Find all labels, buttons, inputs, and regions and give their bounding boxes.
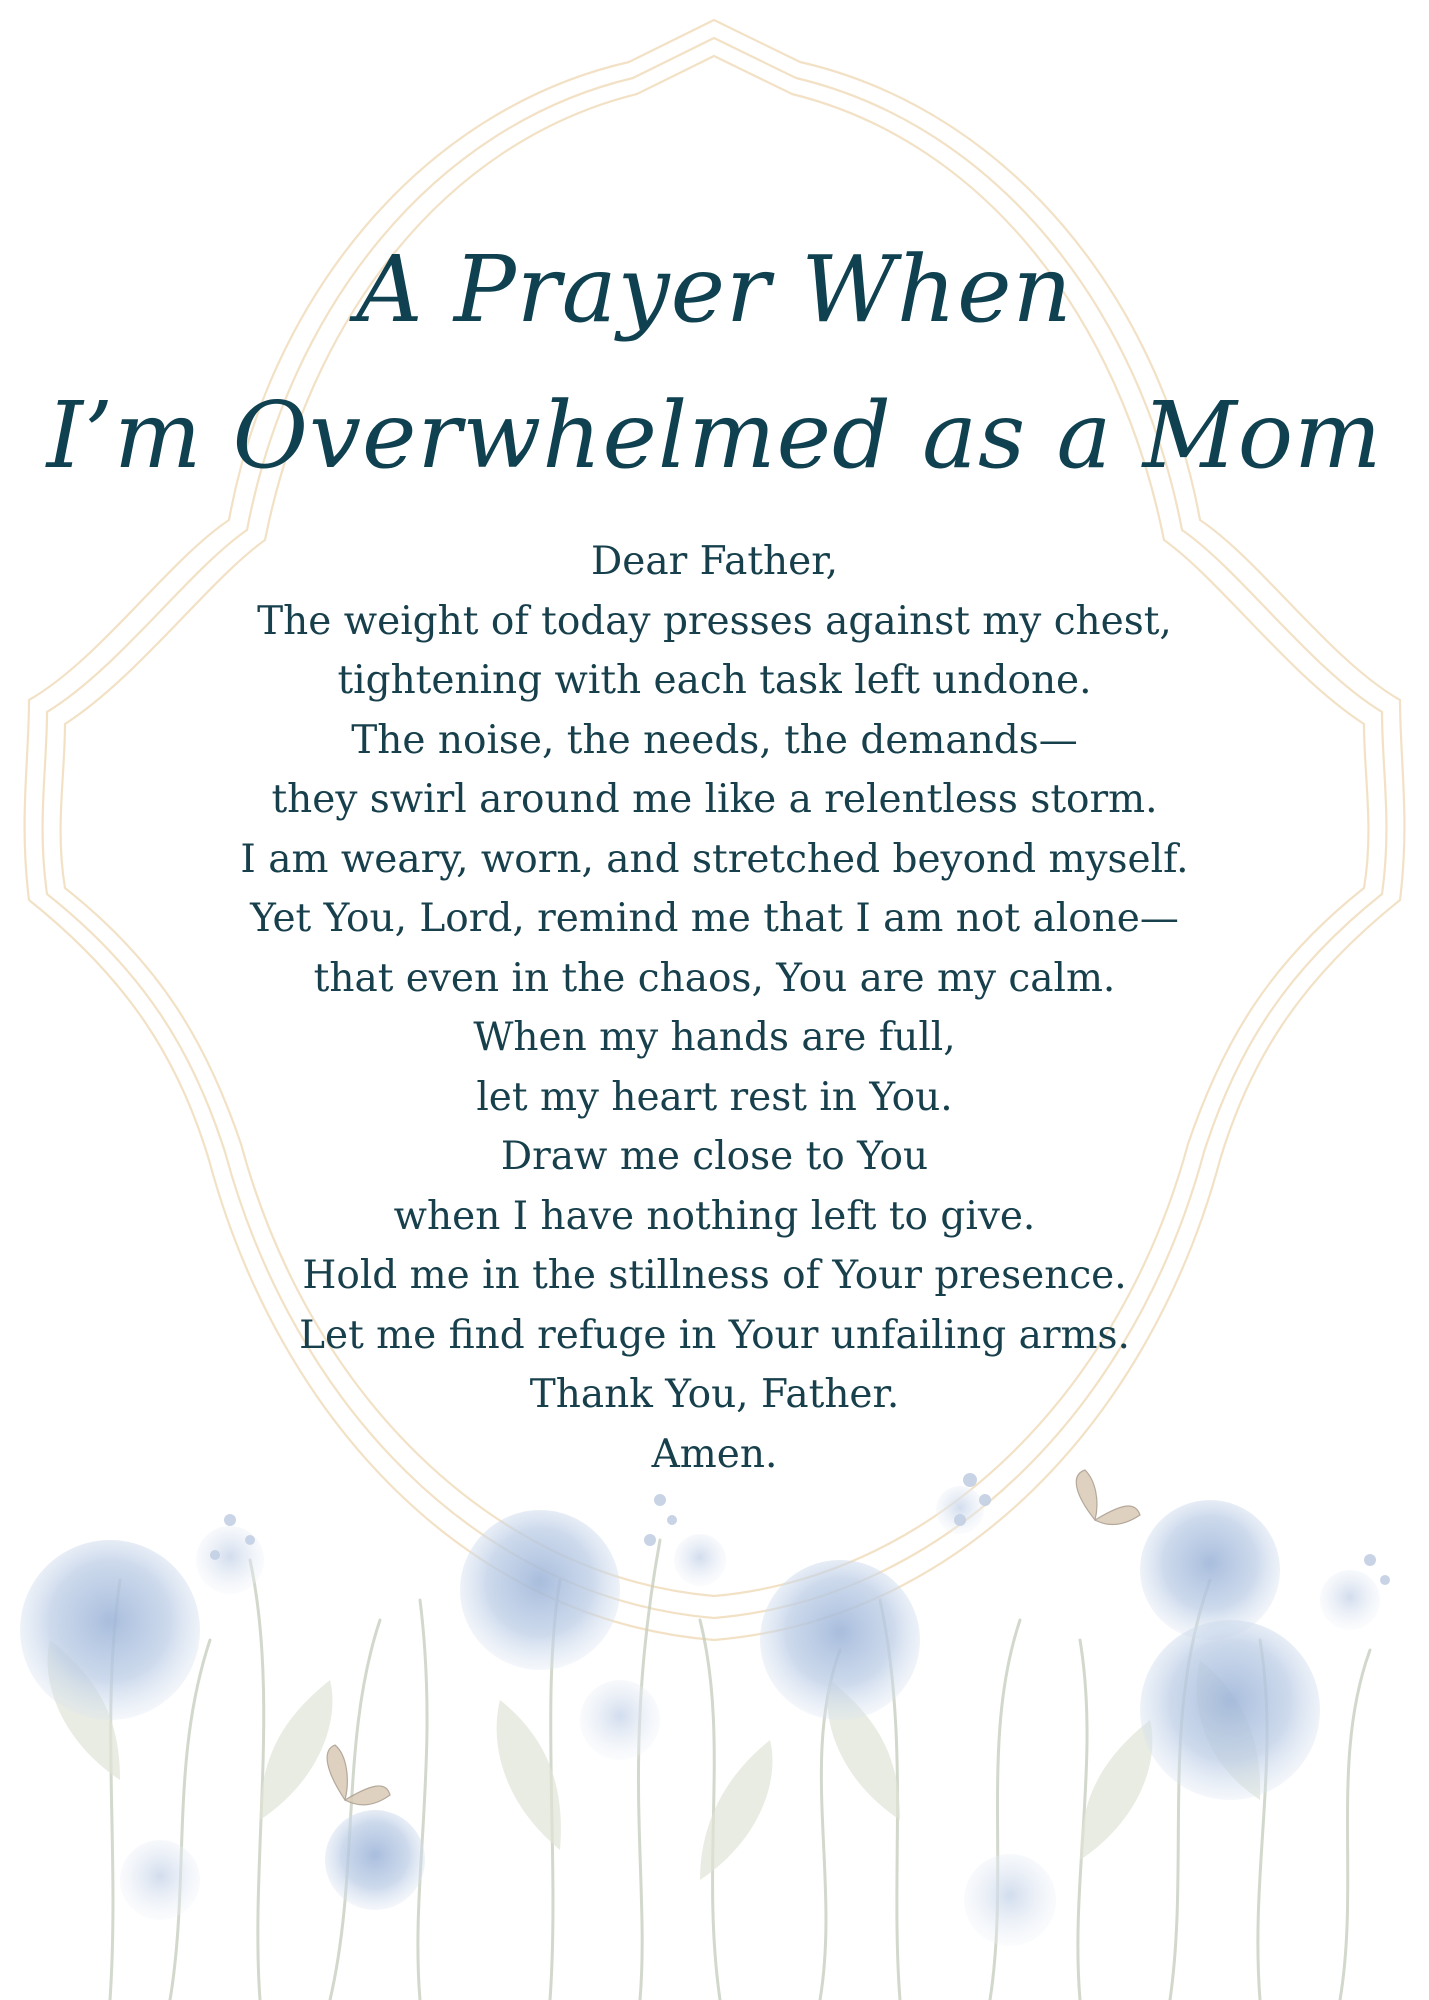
- prayer-text: [0, 532, 1429, 1484]
- prayer-line: that even in the chaos, You are my calm.: [313, 955, 1116, 1001]
- title-line-1: A Prayer When: [356, 236, 1073, 343]
- prayer-line: The noise, the needs, the demands—: [351, 717, 1078, 763]
- prayer-line: Hold me in the stillness of Your presence.: [302, 1253, 1127, 1298]
- prayer-line: Draw me close to You: [500, 1134, 929, 1179]
- prayer-line: tightening with each task left undone.: [337, 658, 1092, 703]
- prayer-line: Yet You, Lord, remind me that I am not alone—: [250, 896, 1179, 941]
- prayer-line: Let me find refuge in Your unfailing arms.: [299, 1312, 1130, 1358]
- prayer-line: I am weary, worn, and stretched beyond myself.: [240, 836, 1189, 882]
- title-line-2: I’m Overwhelmed as a Mom: [46, 382, 1383, 489]
- prayer-line: When my hands are full,: [473, 1015, 956, 1060]
- prayer-line: Thank You, Father.: [529, 1372, 900, 1417]
- prayer-line: let my heart rest in You.: [476, 1074, 953, 1120]
- prayer-line: Amen.: [651, 1431, 778, 1477]
- prayer-line: Dear Father,: [591, 539, 838, 584]
- prayer-line: when I have nothing left to give.: [393, 1193, 1036, 1239]
- prayer-line: they swirl around me like a relentless storm.: [271, 777, 1158, 822]
- prayer-line: The weight of today presses against my chest,: [257, 598, 1172, 644]
